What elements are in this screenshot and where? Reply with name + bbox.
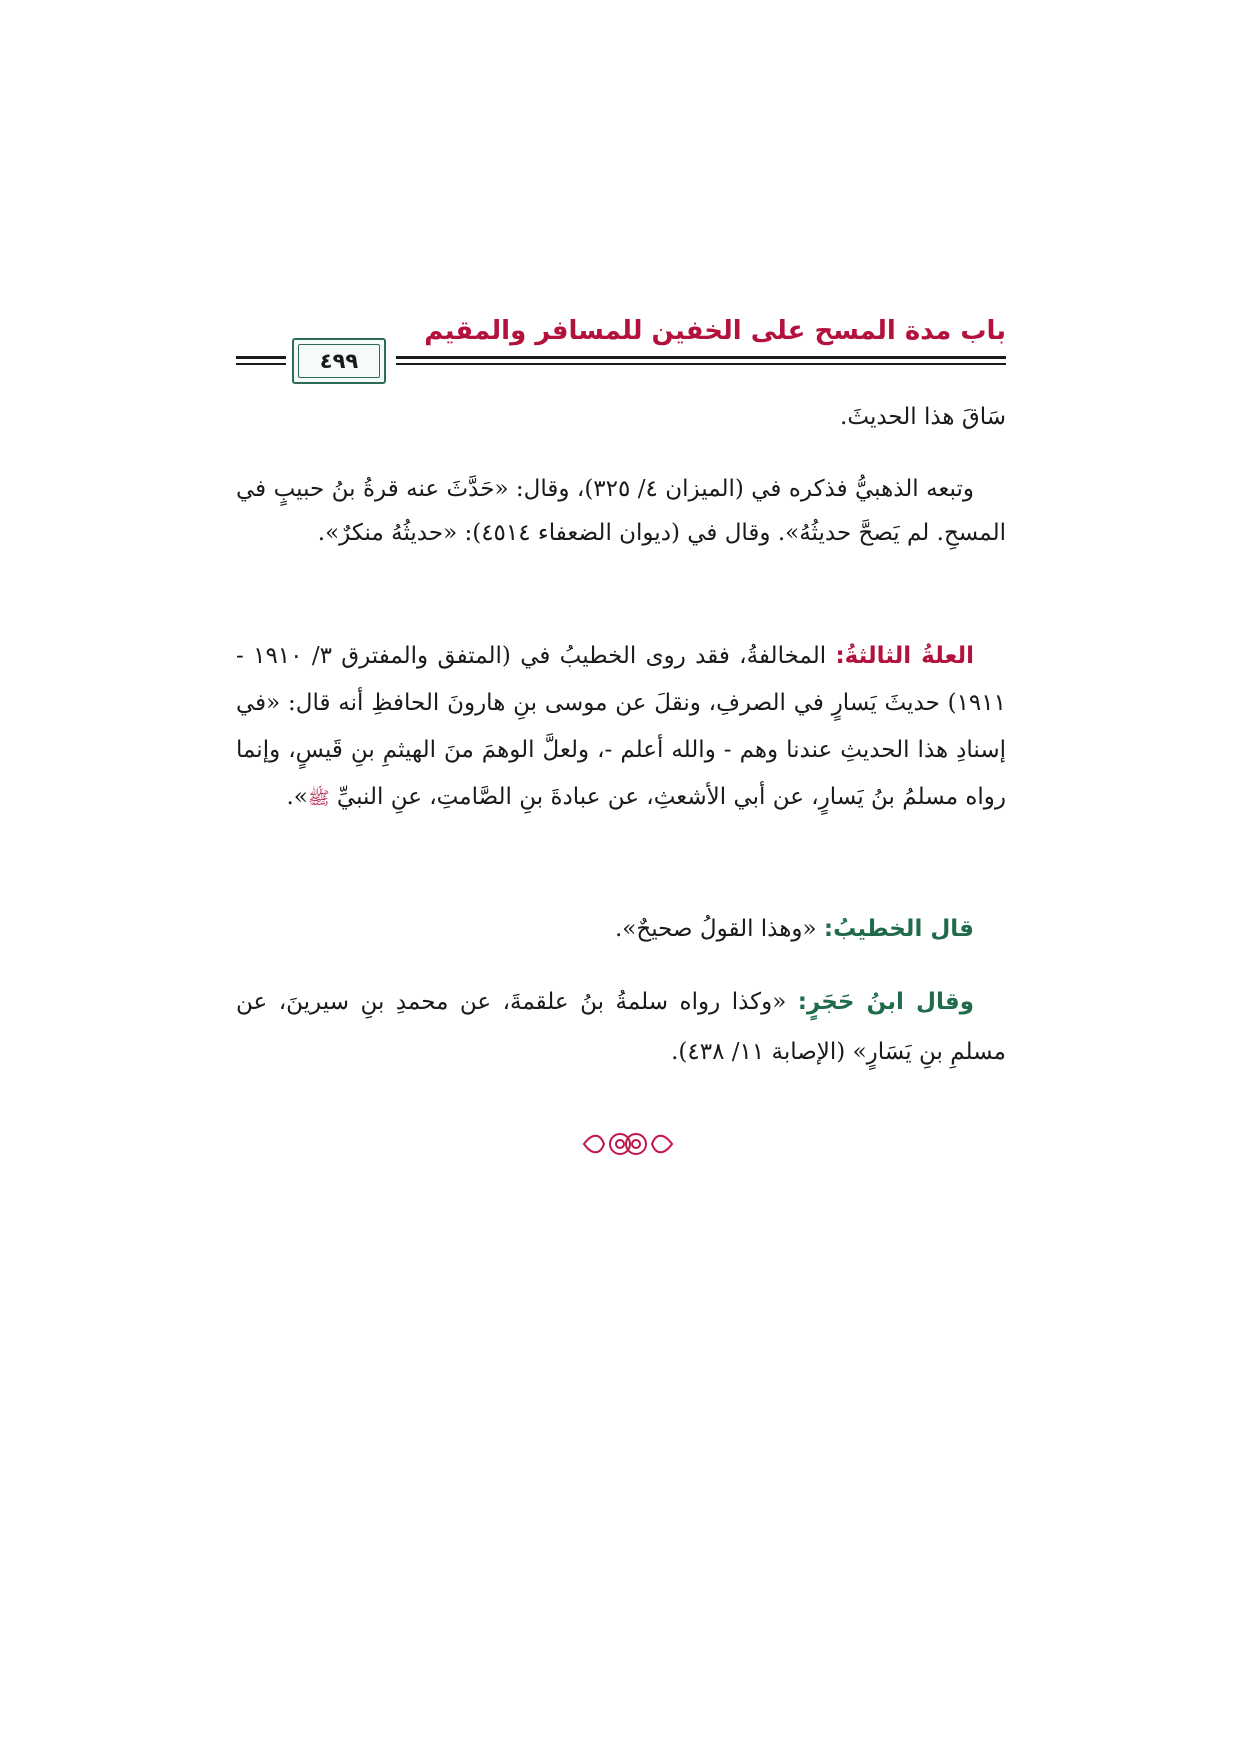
paragraph-1-text: سَاقَ هذا الحديثَ. (840, 404, 1006, 430)
paragraph-5-text: «وكذا رواه سلمةُ بنُ علقمةَ، عن محمدِ بنِ سيرينَ، عن مسلمِ بنِ يَسَارٍ» (الإصابة ١١/ ٤٣٨). (236, 989, 1006, 1065)
page-header (236, 314, 1006, 384)
paragraph-4-label: قال الخطيبُ: (823, 916, 974, 942)
page-number-badge (292, 338, 386, 384)
header-rule-left-bottom (236, 363, 286, 365)
honorific-mark: ﷺ (307, 788, 330, 809)
paragraph-4-text: «وهذا القولُ صحيحٌ». (615, 916, 824, 942)
header-rule-top (396, 356, 1006, 359)
paragraph-3-end: ». (286, 784, 308, 810)
chapter-title: باب مدة المسح على الخفين للمسافر والمقيم (424, 316, 1006, 346)
section-end-ornament (580, 1129, 676, 1159)
paragraph-5 (236, 977, 1006, 1077)
page-number: ٤٩٩ (319, 349, 359, 373)
header-rule-bottom (396, 363, 1006, 365)
paragraph-3-label: العلةُ الثالثةُ: (835, 643, 974, 669)
paragraph-4 (236, 904, 1006, 954)
paragraph-2 (236, 467, 1006, 555)
paragraph-3 (236, 633, 1006, 822)
header-rule-left-top (236, 356, 286, 359)
paragraph-5-label: وقال ابنُ حَجَرٍ: (797, 989, 975, 1015)
paragraph-3-text: المخالفةُ، فقد روى الخطيبُ في (المتفق والمفترق ٣/ ١٩١٠ - ١٩١١) حديثَ يَسارٍ في الصرفِ، ونقلَ عن موسى بنِ هارونَ الحافظِ أنه قال: «في إسنادِ هذا الحديثِ عندنا وهم - والله أعلم -، ولعلَّ الوهمَ منَ الهيثمِ بنِ قَيسٍ، وإنما رواه مسلمُ بنُ يَسارٍ، عن أبي الأشعثِ، عن عبادةَ بنِ الصَّامتِ، عنِ النبيِّ (236, 643, 1006, 810)
paragraph-2-text: وتبعه الذهبيُّ فذكره في (الميزان ٤/ ٣٢٥)، وقال: «حَدَّثَ عنه قرةُ بنُ حبيبٍ في المسحِ. لم يَصحَّ حديثُهُ». وقال في (ديوان الضعفاء ٤٥١٤): «حديثُهُ منكرٌ». (236, 476, 1006, 546)
paragraph-1 (236, 392, 1006, 442)
